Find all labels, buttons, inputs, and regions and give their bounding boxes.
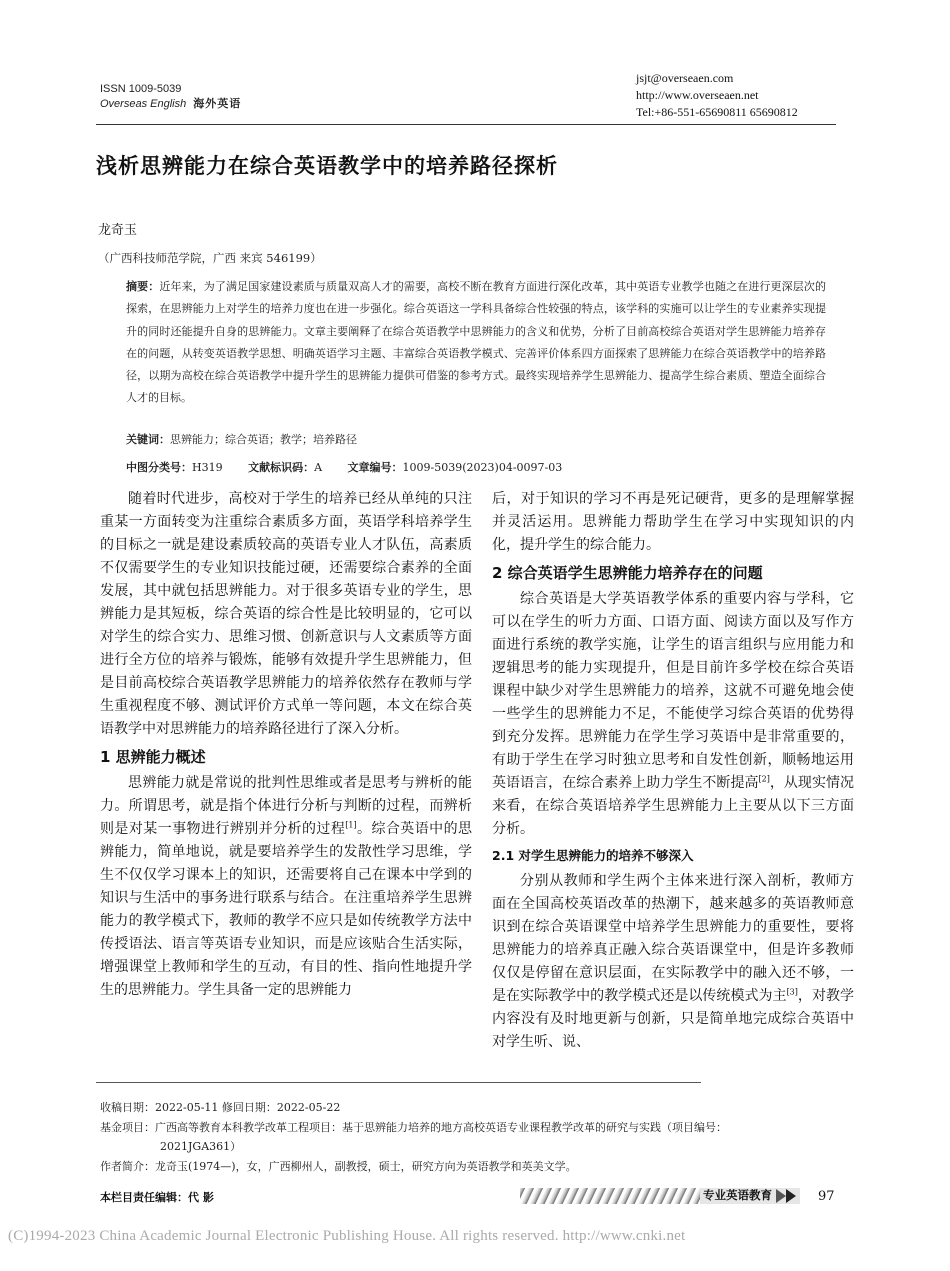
keywords-text: 思辨能力；综合英语；教学；培养路径	[170, 433, 357, 446]
classification-line	[126, 459, 584, 475]
citation-ref-1[interactable]: [1]	[345, 820, 357, 830]
contact-tel: Tel:+86-551-65690811 65690812	[636, 105, 798, 119]
section-2-paragraph: 综合英语是大学英语教学体系的重要内容与学科，它可以在学生的听力方面、口语方面、阅读方面以及写作方面进行系统的教学实施，让学生的语言组织与应用能力和逻辑思考的能力实现提升，但是目前许多学校在综合英语课程中缺少对学生思辨能力的培养，这就不可避免地会使一些学生的思辨能力不足，不能使学习综合英语的优势得到充分发挥。思辨能力在学生学习英语中是非常重要的，有助于学生在学习时独立思考和自发性创新，顺畅地运用英语语言，在综合素养上助力学生不断提高[2]，从现实情况来看，在综合英语培养学生思辨能力上主要从以下三方面分析。	[492, 591, 855, 837]
subsection-heading-2-1: 2.1 对学生思辨能力的培养不够深入	[492, 848, 694, 863]
section-editor: 本栏目责任编辑：代 影	[100, 1191, 214, 1204]
issn: ISSN 1009-5039	[100, 83, 182, 95]
article-title: 浅析思辨能力在综合英语教学中的培养路径探析	[96, 154, 558, 178]
footer-section-name: 专业英语教育	[703, 1188, 772, 1202]
continued-paragraph: 后，对于知识的学习不再是死记硬背，更多的是理解掌握并灵活运用。思辨能力帮助学生在学习中实现知识的内化，提升学生的综合能力。	[492, 491, 854, 553]
abstract-text: 近年来，为了满足国家建设素质与质量双高人才的需要，高校不断在教育方面进行深化改革，其中英语专业教学也随之在进行更深层次的探索，在思辨能力上对学生的培养力度也在进一步强化。综合英语这一学科具备综合性较强的特点，该学科的实施可以让学生的专业素养实现提升的同时还能提升自身的思辨能力。文章主要阐释了在综合英语教学中思辨能力的含义和优势，分析了目前高校综合英语对学生思辨能力培养存在的问题，从转变英语教学思想、明确英语学习主题、丰富综合英语教学模式、完善评价体系四方面探索了思辨能力在综合英语教学中的培养路径，以期为高校在综合英语教学中提升学生的思辨能力提供可借鉴的参考方式。最终实现培养学生思辨能力、提高学生综合素质、塑造全面综合人才的目标。	[126, 280, 827, 405]
citation-ref-3[interactable]: [3]	[786, 987, 798, 997]
contact-email[interactable]: jsjt@overseaen.com	[636, 71, 734, 85]
clc-value: H319	[192, 461, 223, 474]
fund-line-1: 基金项目：广西高等教育本科教学改革工程项目：基于思辨能力培养的地方高校英语专业课程教学改革的研究与实践（项目编号：	[100, 1120, 727, 1134]
abstract-label: 摘要：	[126, 280, 160, 293]
footnote-divider	[96, 1082, 701, 1083]
doc-code-value: A	[314, 461, 323, 474]
journal-name-cn: 海外英语	[193, 98, 242, 110]
intro-paragraph: 随着时代进步，高校对于学生的培养已经从单纯的只注重某一方面转变为注重综合素质多方面，英语学科培养学生的目标之一就是建设素质较高的英语专业人才队伍，高素质不仅需要学生的专业知识技能过硬，还需要综合素养的全面发展，其中就包括思辨能力。对于很多英语专业的学生，思辨能力是其短板，综合英语的综合性是比较明显的，它可以对学生的综合实力、思维习惯、创新意识与人文素质等方面进行全方位的培养与锻炼，能够有效提升学生思辨能力，但是目前高校综合英语教学思辨能力的培养依然存在教师与学生重视程度不够、测试评价方式单一等问题，本文在综合英语教学中对思辨能力的培养路径进行了深入分析。	[100, 491, 472, 737]
section-heading-2: 2 综合英语学生思辨能力培养存在的问题	[492, 564, 763, 582]
author-bio: 作者简介：龙奇玉(1974—)，女，广西柳州人，副教授，硕士，研究方向为英语教学和英美文学。	[100, 1159, 577, 1173]
author-affiliation: （广西科技师范学院，广西 来宾 546199）	[98, 251, 322, 265]
section-heading-1: 1 思辨能力概述	[100, 748, 206, 766]
header-divider	[96, 124, 836, 125]
article-no-value: 1009-5039(2023)04-0097-03	[402, 461, 563, 474]
keywords	[126, 431, 357, 447]
footnotes	[100, 1098, 845, 1176]
journal-name-en: Overseas English	[100, 98, 187, 110]
section-1-paragraph: 思辨能力就是常说的批判性思维或者是思考与辨析的能力。所谓思考，就是指个体进行分析与判断的过程，而辨析则是对某一事物进行辨别并分析的过程[1]。综合英语中的思辨能力，简单地说，就是要培养学生的发散性学习思维，学生不仅仅学习课本上的知识，还需要将自己在课本中学到的知识与生活中的事务进行联系与结合。在注重培养学生思辨能力的教学模式下，教师的教学不应只是如传统教学方法中传授语法、语言等英语专业知识，而是应该贴合生活实际，增强课堂上教师和学生的互动，有目的性、指向性地提升学生的思辨能力。学生具备一定的思辨能力	[100, 775, 473, 998]
keywords-label: 关键词：	[126, 433, 170, 446]
article-author: 龙奇玉	[98, 223, 138, 238]
fund-line-2: 2021JGA361）	[160, 1140, 242, 1153]
article-no-label: 文章编号：	[347, 461, 403, 474]
clc-label: 中图分类号：	[126, 461, 192, 474]
journal-masthead	[100, 82, 241, 112]
body-left-column	[100, 488, 472, 1002]
contact-website[interactable]: http://www.overseaen.net	[636, 88, 759, 102]
citation-ref-2[interactable]: [2]	[758, 774, 770, 784]
doc-code-label: 文献标识码：	[248, 461, 315, 474]
subsection-2-1-paragraph: 分别从教师和学生两个主体来进行深入剖析，教师方面在全国高校英语改革的热潮下，越来越多的英语教师意识到在综合英语课堂中培养学生思辨能力的重要性，要将思辨能力的培养真正融入综合英语课堂中，但是许多教师仅仅是停留在意识层面，在实际教学中的融入还不够，一是在实际教学中的教学模式还是以传统模式为主[3]，对教学内容没有及时地更新与创新，只是简单地完成综合英语中对学生听、说、	[492, 873, 855, 1050]
journal-contact	[636, 70, 798, 121]
body-right-column	[492, 488, 854, 1054]
copyright-watermark: (C)1994-2023 China Academic Journal Electronic Publishing House. All rights reserved. http://www.cnki.net	[8, 1228, 686, 1244]
page-number: 97	[818, 1189, 835, 1204]
received-dates: 收稿日期：2022-05-11 修回日期：2022-05-22	[100, 1101, 341, 1114]
abstract	[126, 276, 826, 410]
